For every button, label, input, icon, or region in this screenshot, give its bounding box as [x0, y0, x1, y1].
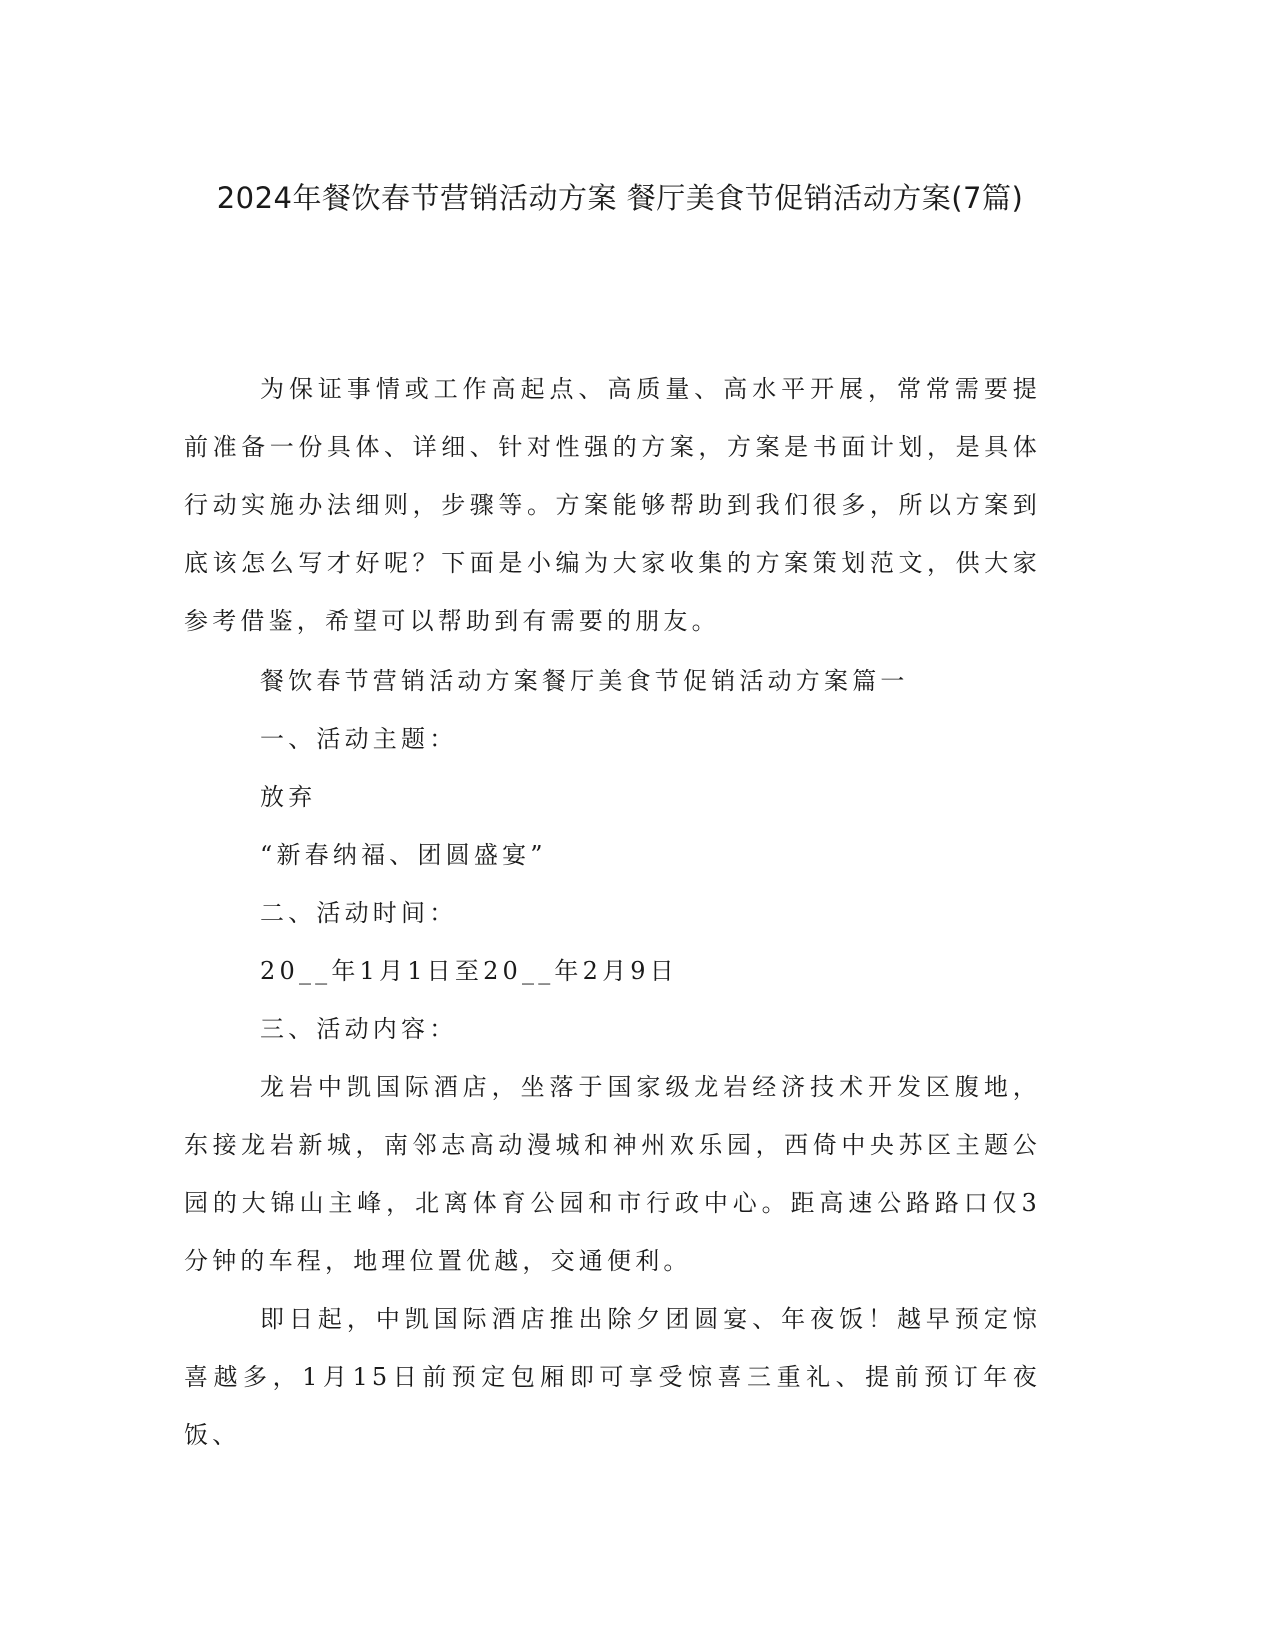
promotion-paragraph: 即日起，中凯国际酒店推出除夕团圆宴、年夜饭！越早预定惊喜越多，1月15日前预定包厢即可享受惊喜三重礼、提前预订年夜饭、: [184, 1305, 1041, 1449]
activity-time-text: 20__年1月1日至20__年2月9日: [260, 957, 678, 985]
heading-activity-theme: 一、活动主题：: [260, 725, 458, 753]
heading-activity-content: 三、活动内容：: [260, 1015, 458, 1043]
document-title: 2024年餐饮春节营销活动方案 餐厅美食节促销活动方案(7篇): [216, 181, 1024, 215]
theme-text-line-1: 放弃: [260, 783, 317, 811]
document-body: [184, 360, 1041, 1464]
intro-paragraph: 为保证事情或工作高起点、高质量、高水平开展，常常需要提前准备一份具体、详细、针对性强的方案，方案是书面计划，是具体行动实施办法细则，步骤等。方案能够帮助到我们很多，所以方案到底该怎么写才好呢？下面是小编为大家收集的方案策划范文，供大家参考借鉴，希望可以帮助到有需要的朋友。: [184, 375, 1041, 635]
section-heading-article-one: 餐饮春节营销活动方案餐厅美食节促销活动方案篇一: [260, 667, 909, 695]
theme-text-line-2: “新春纳福、团圆盛宴”: [260, 841, 547, 869]
heading-activity-time: 二、活动时间：: [260, 899, 458, 927]
hotel-description-paragraph: 龙岩中凯国际酒店，坐落于国家级龙岩经济技术开发区腹地，东接龙岩新城，南邻志高动漫城和神州欢乐园，西倚中央苏区主题公园的大锦山主峰，北离体育公园和市行政中心。距高速公路路口仅3分钟的车程，地理位置优越，交通便利。: [184, 1073, 1041, 1275]
